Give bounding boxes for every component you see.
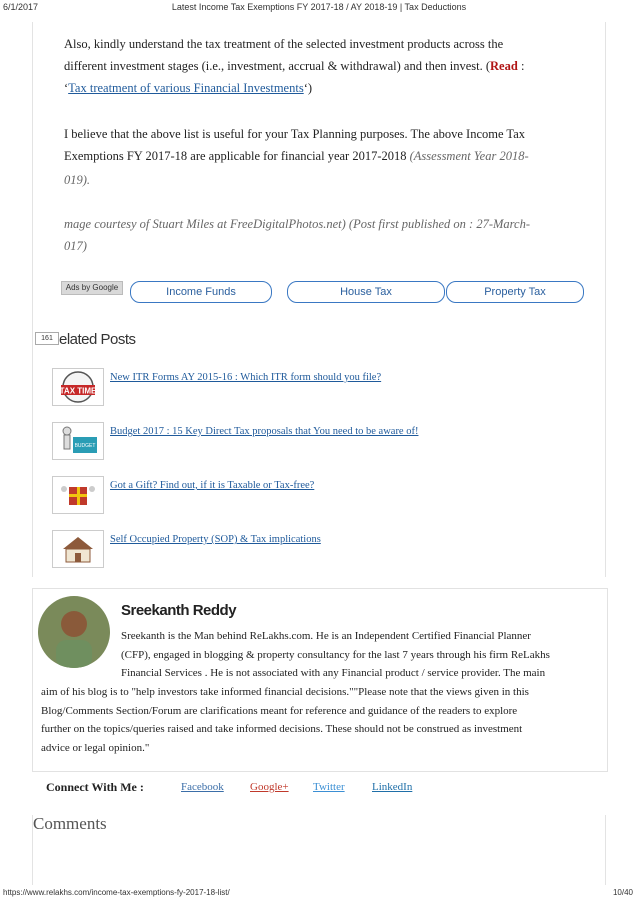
author-bio-top bbox=[121, 627, 550, 683]
related-posts-heading: elated Posts bbox=[59, 331, 136, 348]
tax-time-thumbnail[interactable] bbox=[52, 368, 104, 406]
related-post-title[interactable]: Budget 2017 : 15 Key Direct Tax proposals that You need to be aware of! bbox=[110, 426, 419, 437]
connect-label: Connect With Me : bbox=[46, 780, 144, 794]
paragraph-treatment bbox=[64, 33, 524, 99]
comments-heading: Comments bbox=[33, 814, 107, 833]
quote-mark: ‘) bbox=[303, 81, 313, 95]
bio-line: Financial Services . He is not associated with any Financial product / service provider. The main bbox=[121, 667, 546, 679]
paragraph-text: Also, kindly understand the tax treatment of the selected investment products across the bbox=[64, 37, 504, 51]
page-url: https://www.relakhs.com/income-tax-exemptions-fy-2017-18-list/ bbox=[3, 888, 230, 897]
author-bio-bottom bbox=[41, 683, 529, 757]
courtesy-text: mage courtesy of Stuart Miles at FreeDigitalPhotos.net) (Post first published on : 27-March- bbox=[64, 217, 531, 231]
share-count-badge: 161 bbox=[35, 332, 59, 345]
related-post-title[interactable]: Self Occupied Property (SOP) & Tax implications bbox=[110, 534, 321, 545]
comments-right-border bbox=[605, 815, 606, 885]
print-header bbox=[0, 2, 638, 16]
bio-line: aim of his blog is to "help investors take informed financial decisions.""Please note that the views given in this bbox=[41, 686, 529, 698]
google-plus-link[interactable]: Google+ bbox=[250, 781, 289, 793]
paragraph-text: different investment stages (i.e., investment, accrual & withdrawal) and then invest. ( bbox=[64, 59, 491, 73]
house-thumbnail[interactable] bbox=[52, 530, 104, 568]
paragraph-text: : bbox=[517, 59, 525, 73]
bio-line: advice or legal opinion." bbox=[41, 741, 150, 754]
paragraph-summary-continued: 019). bbox=[64, 173, 91, 187]
paragraph-text: Exemptions FY 2017-18 are applicable for financial year 2017-2018 bbox=[64, 149, 410, 163]
facebook-link[interactable]: Facebook bbox=[181, 781, 224, 793]
budget-thumbnail[interactable] bbox=[52, 422, 104, 460]
ad-button-income-funds[interactable]: Income Funds bbox=[130, 281, 272, 303]
thumb-label: BUDGET bbox=[74, 443, 96, 449]
content-left-border bbox=[32, 22, 33, 577]
bio-line: Sreekanth is the Man behind ReLakhs.com. He is an Independent Certified Financial Planner bbox=[121, 630, 531, 642]
paragraph-summary bbox=[64, 123, 529, 167]
print-date: 6/1/2017 bbox=[3, 2, 39, 12]
thumb-label: TAX TIME bbox=[59, 386, 97, 396]
ads-by-google-label: Ads by Google bbox=[61, 281, 123, 295]
author-name: Sreekanth Reddy bbox=[121, 602, 237, 619]
assessment-year-text: (Assessment Year 2018- bbox=[409, 149, 529, 163]
paragraph-text: I believe that the above list is useful for your Tax Planning purposes. The above Income Tax bbox=[64, 127, 525, 141]
ad-button-property-tax[interactable]: Property Tax bbox=[446, 281, 584, 303]
image-courtesy bbox=[64, 213, 530, 257]
courtesy-text: 017) bbox=[64, 239, 87, 253]
ad-button-house-tax[interactable]: House Tax bbox=[287, 281, 445, 303]
bio-line: further on the topics/queries raised and take informed decisions. These should not be construed as investment bbox=[41, 723, 523, 735]
quote-mark: ‘ bbox=[64, 81, 69, 95]
content-right-border bbox=[605, 22, 606, 577]
bio-line: (CFP), engaged in blogging & property consultancy for the last 7 years through his firm ReLakhs bbox=[121, 648, 550, 661]
print-footer bbox=[0, 888, 638, 900]
twitter-link[interactable]: Twitter bbox=[313, 781, 345, 793]
page-number: 10/40 bbox=[612, 888, 633, 897]
related-post-title[interactable]: New ITR Forms AY 2015-16 : Which ITR form should you file? bbox=[110, 372, 382, 383]
related-post-title[interactable]: Got a Gift? Find out, if it is Taxable or Tax-free? bbox=[110, 480, 315, 491]
print-title: Latest Income Tax Exemptions FY 2017-18 / AY 2018-19 | Tax Deductions bbox=[171, 2, 467, 12]
read-label: Read bbox=[490, 59, 518, 73]
bio-line: Blog/Comments Section/Forum are clarifications meant for reference and guidance of the readers to explore bbox=[41, 704, 518, 717]
author-avatar bbox=[38, 596, 110, 668]
gift-thumbnail[interactable] bbox=[52, 476, 104, 514]
linkedin-link[interactable]: LinkedIn bbox=[372, 781, 413, 793]
tax-treatment-link[interactable]: Tax treatment of various Financial Investments bbox=[68, 81, 304, 95]
